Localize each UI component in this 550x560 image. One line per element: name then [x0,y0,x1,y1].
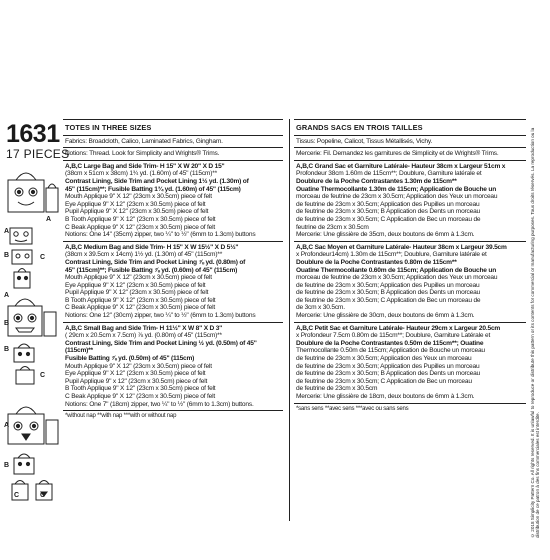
text-line: de feutrine de 23cm x 30.5cm; Application des Pupilles un morceau [296,281,480,289]
text-line: Pupil Applique 9" X 12" (23cm x 30.5cm) piece of felt [65,289,209,297]
figure-label: A [4,228,10,235]
figure-label: C [40,492,46,499]
text-line: A,B,C Large Bag and Side Trim- H 15" X W 20" X D 15" [65,162,225,170]
text-line: Eye Applique 9" X 12" (23cm x 30.5cm) piece of felt [65,200,206,208]
text-line: 45" (115cm)**; Fusible Batting 1¾ yd. (1.60m) of 45" (115cm) [65,185,241,193]
pattern-number: 1631 [6,120,60,148]
text-line: de feutrine de 23cm x 30.5cm; Application des Pupilles un morceau [296,362,480,370]
text-line: Fusible Batting ⅞ yd. (0.50m) of 45" (115cm) [65,355,195,363]
text-line: Mercerie: Une glissière de 30cm, deux boutons de 6mm à 1.3cm. [296,312,475,320]
text-line: Contrast Lining, Side Trim and Pocket Lining ½ yd. (0.50m) of 45"(115cm)** [65,339,257,355]
text-line: C Beak Applique 9" X 12" (23cm x 30.5cm) piece of felt [65,393,216,400]
french-small-bag [294,323,526,404]
text-line: Notions: One 12" (30cm) zipper, two ¼" to ½" (6mm to 1.3cm) buttons [65,312,256,320]
french-large-bag [294,161,526,242]
french-medium-bag [294,242,526,323]
bag-b-illustration [14,269,30,289]
text-line: x Profondeur14cm) 1.30m de 115cm**; Doublure, Garniture latérale et [296,251,487,259]
text-line: Ouatine Thermocollante 1.30m de 115cm; Application de Bouche un [296,185,497,193]
text-line: Contrast Lining, Side Trim and Pocket Lining ⅞ yd. (0.80m) of [65,258,246,266]
notions-line: Notions: Thread. Look for Simplicity and Wrights® Trims. [65,150,220,158]
text-line: de 3cm x 30.5cm. [296,304,345,312]
figure-label: C [40,372,46,379]
text-line: A,B,C Grand Sac et Garniture Latérale- Hauteur 38cm x Largeur 51cm x [296,162,506,170]
text-line: x Profondeur 7.5cm 0.80m de 115cm**; Doublure, Garniture Latérale et [296,332,491,340]
text-line: morceau de feutrine de 23cm x 30.5cm; Application des Yeux un morceau [296,274,498,282]
french-instructions [294,119,526,415]
text-line: de feutrine de 23cm x 30.5cm; C Application de Bec un morceau de [296,215,481,223]
english-instructions [63,119,283,423]
copyright-notice: © 2018 Simplicity Pattern Co. All rights reserved. It is unlawful to reproduce or distribute this pattern or its contents for commercial or manufacturing purposes. Tous droits réservés. La reproduction ou la distribution de ce patron à des fins commerciales est interdite. [530,127,540,538]
small-bag-a-illustration [10,228,32,264]
text-line: de feutrine de 23cm x 30.5cm; C Application de Bec un morceau de [296,296,481,304]
text-line: morceau de feutrine de 23cm x 30.5cm; Application des Yeux un morceau [296,193,498,201]
text-line: (38cm x 39.5cm x 14cm) 1½ yd. (1.30m) of 45" (115cm)** [65,251,223,259]
text-line: Pupil Applique 9" X 12" (23cm x 30.5cm) piece of felt [65,208,209,216]
figure-label: C [40,254,46,261]
french-footnote: *sans sens **avec sens ***avec ou sans sens [296,405,409,412]
text-line: Ouatine Thermocollante 0.60m de 115cm; Application de Bouche un [296,266,497,274]
figure-label: A [4,422,10,429]
text-line: B Tooth Applique 9" X 12" (23cm x 30.5cm) piece of felt [65,296,216,304]
side-bag-a-illustration [46,184,58,212]
figure-label: B [4,346,10,353]
text-line: C Beak Applique 9" X 12" (23cm x 30.5cm) piece of felt [65,304,216,312]
bag-illustrations [0,168,62,528]
text-line: A,B,C Medium Bag and Side Trim- H 15" X W 15½" X D 5½" [65,243,239,251]
text-line: 45" (115cm)**; Fusible Batting ⅞ yd. (0.60m) of 45" (115cm) [65,266,238,274]
text-line: Mouth Applique 9" X 12" (23cm x 30.5cm) piece of felt [65,362,212,370]
english-header: TOTES IN THREE SIZES [63,119,283,136]
text-line: feutrine de 23cm x 30.5cm [296,223,369,231]
text-line: Thermocollante 0.50m de 115cm; Application de Bouche un morceau [296,347,485,355]
text-line: de feutrine de 23cm x 30.5cm; C Application de Bec un morceau [296,377,472,385]
figure-label: B [4,462,10,469]
text-line: A,B,C Small Bag and Side Trim- H 11½" X W 8" X D 3" [65,324,223,332]
medium-side-bag-illustration [14,344,34,384]
column-divider [289,119,290,521]
text-line: Notions: One 14" (35cm) zipper, two ¼" to ½" (6mm to 1.3cm) buttons [65,231,256,239]
medium-bag-illustration [8,299,56,336]
french-notions [294,148,526,161]
fabrics-line: Tissus: Popeline, Calicot, Tissus Métallisés, Vichy. [296,137,433,145]
english-fabrics [63,136,283,149]
text-line: Notions: One 7" (18cm) zipper, two ¼" to ½" (6mm to 1.3cm) buttons. [65,400,254,408]
text-line: B Tooth Applique 9" X 12" (23cm x 30.5cm) piece of felt [65,385,216,393]
text-line: Eye Applique 9" X 12" (23cm x 30.5cm) piece of felt [65,281,206,289]
figure-label: B [4,252,10,259]
figure-label: C [14,492,20,499]
french-fabrics [294,136,526,149]
text-line: A,B,C Petit Sac et Garniture Latérale- Hauteur 29cm x Largeur 20.5cm [296,324,501,332]
text-line: A,B,C Sac Moyen et Garniture Latérale- Hauteur 38cm x Largeur 39.5cm [296,243,507,251]
text-line: (38cm x 51cm x 38cm) 1¾ yd. (1.60m) of 45" (115cm)** [65,170,217,178]
english-medium-bag [63,242,283,323]
text-line: Doublure de la Poche Contrastantes 0.80m de 115cm** [296,258,457,266]
figure-label: B [4,320,10,327]
english-notions [63,148,283,161]
notions-line: Mercerie: Fil. Demandez les garnitures de Simplicity et de Wrights® Trims. [296,150,499,158]
small-bag-c-illustration [8,407,58,444]
text-line: de feutrine de 23cm x 30.5cm; B Application des Dents un morceau [296,370,481,378]
text-line: ( 29cm x 20.5cm x 7.5cm) ⅞ yd. (0.80m) of 45" (115cm)** [65,332,222,340]
english-small-bag [63,323,283,412]
text-line: de feutrine de 23cm x 30.5cm [296,385,378,393]
figure-label: A [4,292,10,299]
text-line: Doublure de la Poche Contrastantes 0.50m de 115cm**; Ouatine [296,339,484,347]
text-line: Mouth Applique 9" X 12" (23cm x 30.5cm) piece of felt [65,274,212,282]
text-line: de feutrine de 23cm x 30.5cm; Application des Yeux un morceau [296,355,472,363]
large-bag-a-illustration [8,173,44,212]
english-footnote: *without nap **with nap ***with or without nap [65,413,177,420]
english-large-bag [63,161,283,242]
text-line: Contrast Lining, Side Trim and Pocket Lining 1½ yd. (1.30m) of [65,177,249,185]
fabrics-line: Fabrics: Broadcloth, Calico, Laminated Fabrics, Gingham. [65,137,223,145]
text-line: de feutrine de 23cm x 30.5cm; B Application des Dents un morceau [296,208,481,216]
french-header: GRANDS SACS EN TROIS TAILLES [294,119,526,136]
text-line: de feutrine de 23cm x 30.5cm; Application des Pupilles un morceau [296,200,480,208]
figure-label: A [46,216,52,223]
text-line: Mouth Applique 9" X 12" (23cm x 30.5cm) piece of felt [65,193,212,201]
pieces-count: 17 PIECES [6,147,70,161]
text-line: Mercerie: Une glissière de 35cm, deux boutons de 6mm à 1.3cm. [296,231,475,239]
text-line: Pupil Applique 9" x 12" (23cm x 30.5cm) piece of felt [65,377,208,385]
text-line: de feutrine de 23cm x 30.5cm; B Application des Dents un morceau [296,289,481,297]
text-line: C Beak Applique 9" X 12" (23cm x 30.5cm) piece of felt [65,223,216,231]
text-line: Profondeur 38cm 1.60m de 115cm**; Doublure, Garniture latérale et [296,170,482,178]
text-line: Eye Applique 9" X 12" (23cm x 30.5cm) piece of felt [65,370,206,378]
text-line: Mercerie: Une glissière de 18cm, deux boutons de 6mm à 1.3cm. [296,393,475,400]
text-line: Doublure de la Poche Contrastantes 1.30m de 115cm** [296,177,457,185]
text-line: B Tooth Applique 9" X 12" (23cm x 30.5cm) piece of felt [65,215,216,223]
